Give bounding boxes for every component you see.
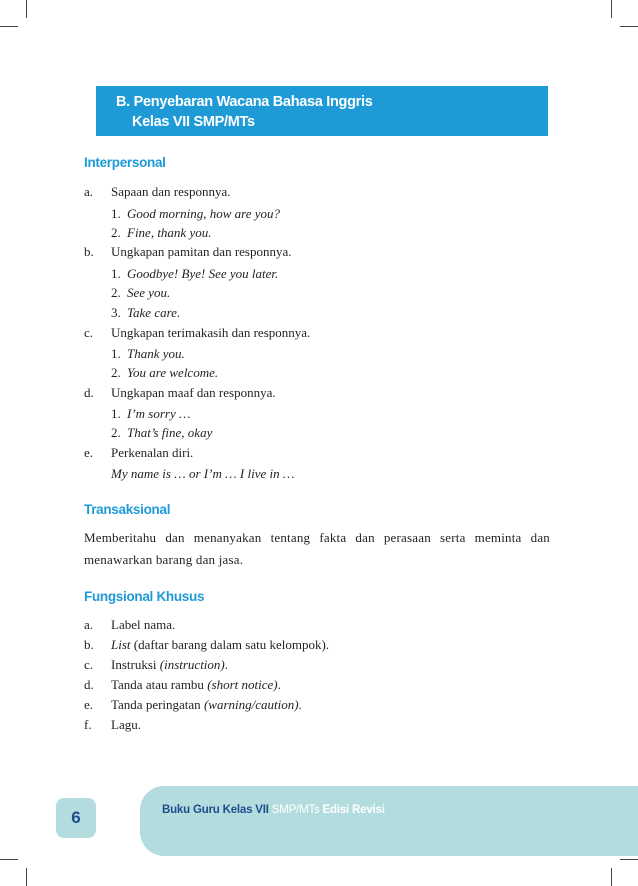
item-text: . [298, 697, 302, 712]
transaksional-paragraph: Memberitahu dan menanyakan tentang fakta dan perasaan serta meminta dan menawarkan barang dan jasa. [84, 530, 550, 567]
footer-title: Buku Guru Kelas VII [162, 804, 269, 816]
sub-item-number: 2. [111, 365, 121, 380]
list-marker: d. [84, 385, 94, 400]
crop-mark [26, 868, 27, 886]
sub-item: You are welcome. [127, 365, 219, 380]
sub-item-number: 2. [111, 285, 121, 300]
sub-item-number: 1. [111, 266, 121, 281]
sub-item: Goodbye! Bye! See you later. [127, 266, 279, 281]
sub-item: Good morning, how are you? [127, 206, 280, 221]
list-item [111, 677, 281, 693]
sub-item-number: 1. [111, 206, 121, 221]
item-text: (daftar barang dalam satu kelompok). [130, 637, 330, 652]
banner-title-line2: Kelas VII SMP/MTs [132, 114, 255, 130]
list-item [111, 617, 175, 633]
sub-item: See you. [127, 285, 171, 300]
list-item: Ungkapan maaf dan responnya. [111, 385, 276, 400]
list-marker: c. [84, 325, 94, 340]
footer-school: SMP/MTs [268, 804, 320, 816]
list-item: Ungkapan terimakasih dan responnya. [111, 325, 311, 340]
item-text: Label nama. [111, 617, 176, 632]
sub-item-number: 1. [111, 406, 121, 421]
transaksional-heading: Transaksional [84, 502, 171, 517]
list-marker: a. [84, 184, 94, 199]
crop-mark [620, 859, 638, 860]
list-item: Sapaan dan responnya. [111, 184, 231, 199]
list-item: Ungkapan pamitan dan responnya. [111, 244, 292, 259]
banner-title-line1: B. Penyebaran Wacana Bahasa Inggris [116, 94, 373, 110]
item-italic: List [111, 637, 131, 652]
page-number: 6 [56, 798, 96, 838]
crop-mark [26, 0, 27, 18]
item-text: Tanda peringatan [111, 697, 204, 712]
sub-item: I’m sorry … [127, 406, 191, 421]
interpersonal-heading: Interpersonal [84, 155, 166, 170]
item-text: Tanda atau rambu [111, 677, 208, 692]
list-item: Perkenalan diri. [111, 445, 194, 460]
item-italic: (instruction) [159, 657, 225, 672]
list-item [111, 697, 302, 713]
item-text: . [277, 677, 281, 692]
sub-item-number: 1. [111, 346, 121, 361]
footer-band [140, 786, 638, 856]
list-marker: e. [84, 445, 94, 460]
crop-mark [0, 26, 18, 27]
crop-mark [611, 0, 612, 18]
list-marker: b. [84, 244, 94, 259]
item-text: . [224, 657, 228, 672]
list-marker: a. [84, 617, 94, 632]
sub-item-number: 2. [111, 425, 121, 440]
footer-edition: Edisi Revisi [319, 804, 385, 816]
crop-mark [620, 26, 638, 27]
fungsional-heading: Fungsional Khusus [84, 589, 205, 604]
crop-mark [0, 859, 18, 860]
list-marker: d. [84, 677, 94, 692]
sub-item: Take care. [127, 305, 181, 320]
example-sentence: My name is … or I’m … I live in … [111, 466, 295, 481]
list-marker: c. [84, 657, 94, 672]
list-marker: e. [84, 697, 94, 712]
sub-item-number: 3. [111, 305, 121, 320]
sub-item-number: 2. [111, 225, 121, 240]
sub-item: That’s fine, okay [127, 425, 213, 440]
list-marker: f. [84, 717, 92, 732]
crop-mark [611, 868, 612, 886]
sub-item: Thank you. [127, 346, 185, 361]
list-marker: b. [84, 637, 94, 652]
item-text: Instruksi [111, 657, 160, 672]
list-item [111, 657, 228, 673]
list-item [111, 637, 329, 653]
item-italic: (short notice) [207, 677, 278, 692]
item-text: Lagu. [111, 717, 141, 732]
item-italic: (warning/caution) [203, 697, 299, 712]
list-item [111, 717, 141, 733]
section-banner [96, 86, 548, 136]
footer-book-title [162, 804, 385, 816]
sub-item: Fine, thank you. [127, 225, 212, 240]
